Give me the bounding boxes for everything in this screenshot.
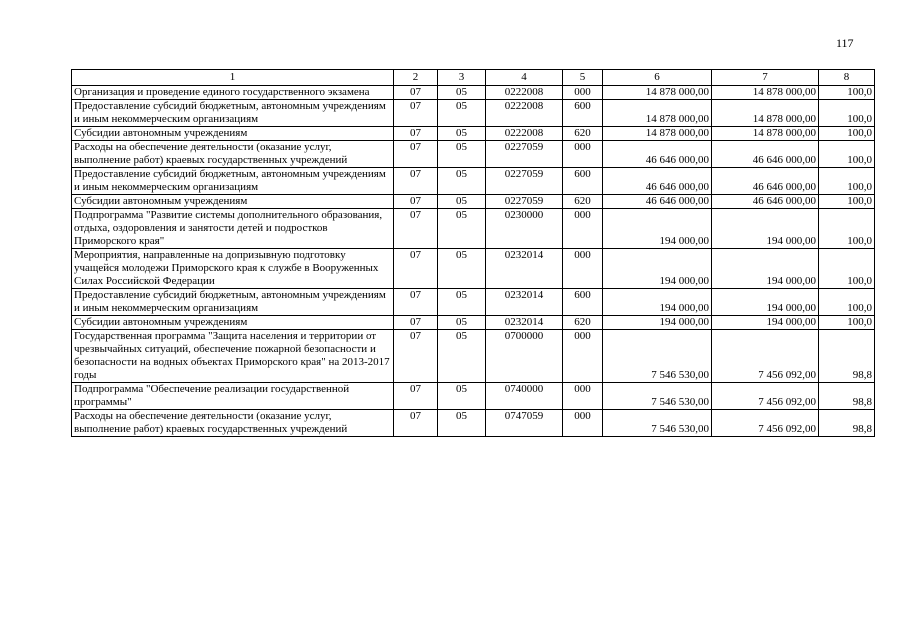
item-name: Предоставление субсидий бюджетным, автономным учреждениям и иным некоммерческим организациям: [72, 168, 394, 195]
actual-amount: 7 456 092,00: [712, 410, 819, 437]
execution-percent: 98,8: [819, 383, 875, 410]
item-name: Предоставление субсидий бюджетным, автономным учреждениям и иным некоммерческим организациям: [72, 100, 394, 127]
header-cell: 1: [72, 70, 394, 86]
subsection-code: 05: [438, 383, 486, 410]
item-name: Субсидии автономным учреждениям: [72, 195, 394, 209]
planned-amount: 14 878 000,00: [603, 86, 712, 100]
subsection-code: 05: [438, 316, 486, 330]
section-code: 07: [394, 330, 438, 383]
expense-type-code: 600: [563, 100, 603, 127]
section-code: 07: [394, 141, 438, 168]
expense-type-code: 000: [563, 249, 603, 289]
table-row: [72, 249, 875, 289]
item-name: Субсидии автономным учреждениям: [72, 127, 394, 141]
planned-amount: 46 646 000,00: [603, 141, 712, 168]
expense-type-code: 600: [563, 289, 603, 316]
expense-type-code: 000: [563, 86, 603, 100]
target-item-code: 0747059: [486, 410, 563, 437]
table-row: [72, 209, 875, 249]
subsection-code: 05: [438, 127, 486, 141]
target-item-code: 0222008: [486, 100, 563, 127]
actual-amount: 7 456 092,00: [712, 383, 819, 410]
subsection-code: 05: [438, 195, 486, 209]
actual-amount: 14 878 000,00: [712, 100, 819, 127]
execution-percent: 100,0: [819, 100, 875, 127]
subsection-code: 05: [438, 249, 486, 289]
actual-amount: 14 878 000,00: [712, 86, 819, 100]
header-cell: 6: [603, 70, 712, 86]
section-code: 07: [394, 127, 438, 141]
planned-amount: 46 646 000,00: [603, 195, 712, 209]
item-name: Организация и проведение единого государственного экзамена: [72, 86, 394, 100]
target-item-code: 0227059: [486, 141, 563, 168]
section-code: 07: [394, 383, 438, 410]
section-code: 07: [394, 249, 438, 289]
planned-amount: 14 878 000,00: [603, 127, 712, 141]
header-cell: 2: [394, 70, 438, 86]
header-cell: 7: [712, 70, 819, 86]
item-name: Подпрограмма "Развитие системы дополнительного образования, отдыха, оздоровления и занятости детей и подростков Приморского края": [72, 209, 394, 249]
item-name: Предоставление субсидий бюджетным, автономным учреждениям и иным некоммерческим организациям: [72, 289, 394, 316]
page-number: 117: [836, 36, 854, 50]
planned-amount: 7 546 530,00: [603, 410, 712, 437]
section-code: 07: [394, 195, 438, 209]
table-row: [72, 168, 875, 195]
table-row: [72, 100, 875, 127]
execution-percent: 100,0: [819, 316, 875, 330]
item-name: Государственная программа "Защита населения и территории от чрезвычайных ситуаций, обеспечение пожарной безопасности и безопасности на водных объектах Приморского края" на 2013-2017 годы: [72, 330, 394, 383]
target-item-code: 0700000: [486, 330, 563, 383]
target-item-code: 0222008: [486, 127, 563, 141]
actual-amount: 194 000,00: [712, 289, 819, 316]
section-code: 07: [394, 289, 438, 316]
execution-percent: 100,0: [819, 141, 875, 168]
header-row: [72, 70, 875, 86]
subsection-code: 05: [438, 330, 486, 383]
table-row: [72, 316, 875, 330]
actual-amount: 7 456 092,00: [712, 330, 819, 383]
table-row: [72, 330, 875, 383]
expense-type-code: 620: [563, 316, 603, 330]
section-code: 07: [394, 316, 438, 330]
table-row: [72, 195, 875, 209]
target-item-code: 0227059: [486, 195, 563, 209]
section-code: 07: [394, 100, 438, 127]
execution-percent: 100,0: [819, 289, 875, 316]
execution-percent: 100,0: [819, 86, 875, 100]
expense-type-code: 000: [563, 141, 603, 168]
header-cell: 5: [563, 70, 603, 86]
target-item-code: 0222008: [486, 86, 563, 100]
target-item-code: 0232014: [486, 316, 563, 330]
target-item-code: 0232014: [486, 249, 563, 289]
execution-percent: 98,8: [819, 410, 875, 437]
item-name: Подпрограмма "Обеспечение реализации государственной программы": [72, 383, 394, 410]
actual-amount: 46 646 000,00: [712, 141, 819, 168]
table-row: [72, 383, 875, 410]
planned-amount: 194 000,00: [603, 249, 712, 289]
execution-percent: 100,0: [819, 195, 875, 209]
expense-type-code: 620: [563, 195, 603, 209]
item-name: Мероприятия, направленные на допризывную подготовку учащейся молодежи Приморского края к службе в Вооруженных Силах Российской Федерации: [72, 249, 394, 289]
subsection-code: 05: [438, 86, 486, 100]
subsection-code: 05: [438, 289, 486, 316]
planned-amount: 7 546 530,00: [603, 383, 712, 410]
execution-percent: 100,0: [819, 209, 875, 249]
actual-amount: 194 000,00: [712, 249, 819, 289]
target-item-code: 0232014: [486, 289, 563, 316]
target-item-code: 0227059: [486, 168, 563, 195]
header-cell: 8: [819, 70, 875, 86]
expense-type-code: 620: [563, 127, 603, 141]
expense-type-code: 000: [563, 410, 603, 437]
target-item-code: 0230000: [486, 209, 563, 249]
item-name: Расходы на обеспечение деятельности (оказание услуг, выполнение работ) краевых государственных учреждений: [72, 141, 394, 168]
planned-amount: 194 000,00: [603, 316, 712, 330]
section-code: 07: [394, 86, 438, 100]
actual-amount: 46 646 000,00: [712, 168, 819, 195]
item-name: Расходы на обеспечение деятельности (оказание услуг, выполнение работ) краевых государственных учреждений: [72, 410, 394, 437]
item-name: Субсидии автономным учреждениям: [72, 316, 394, 330]
actual-amount: 194 000,00: [712, 209, 819, 249]
actual-amount: 194 000,00: [712, 316, 819, 330]
subsection-code: 05: [438, 209, 486, 249]
section-code: 07: [394, 168, 438, 195]
subsection-code: 05: [438, 141, 486, 168]
subsection-code: 05: [438, 168, 486, 195]
budget-table: [71, 69, 875, 437]
table-row: [72, 127, 875, 141]
execution-percent: 100,0: [819, 249, 875, 289]
execution-percent: 100,0: [819, 127, 875, 141]
actual-amount: 14 878 000,00: [712, 127, 819, 141]
section-code: 07: [394, 410, 438, 437]
table-row: [72, 141, 875, 168]
execution-percent: 100,0: [819, 168, 875, 195]
planned-amount: 7 546 530,00: [603, 330, 712, 383]
header-cell: 4: [486, 70, 563, 86]
expense-type-code: 000: [563, 209, 603, 249]
subsection-code: 05: [438, 100, 486, 127]
section-code: 07: [394, 209, 438, 249]
header-cell: 3: [438, 70, 486, 86]
actual-amount: 46 646 000,00: [712, 195, 819, 209]
target-item-code: 0740000: [486, 383, 563, 410]
planned-amount: 14 878 000,00: [603, 100, 712, 127]
expense-type-code: 000: [563, 330, 603, 383]
execution-percent: 98,8: [819, 330, 875, 383]
table-row: [72, 86, 875, 100]
planned-amount: 194 000,00: [603, 289, 712, 316]
table-header: [72, 70, 875, 86]
planned-amount: 46 646 000,00: [603, 168, 712, 195]
table-row: [72, 289, 875, 316]
table-body: [72, 86, 875, 437]
expense-type-code: 600: [563, 168, 603, 195]
planned-amount: 194 000,00: [603, 209, 712, 249]
table-row: [72, 410, 875, 437]
expense-type-code: 000: [563, 383, 603, 410]
subsection-code: 05: [438, 410, 486, 437]
